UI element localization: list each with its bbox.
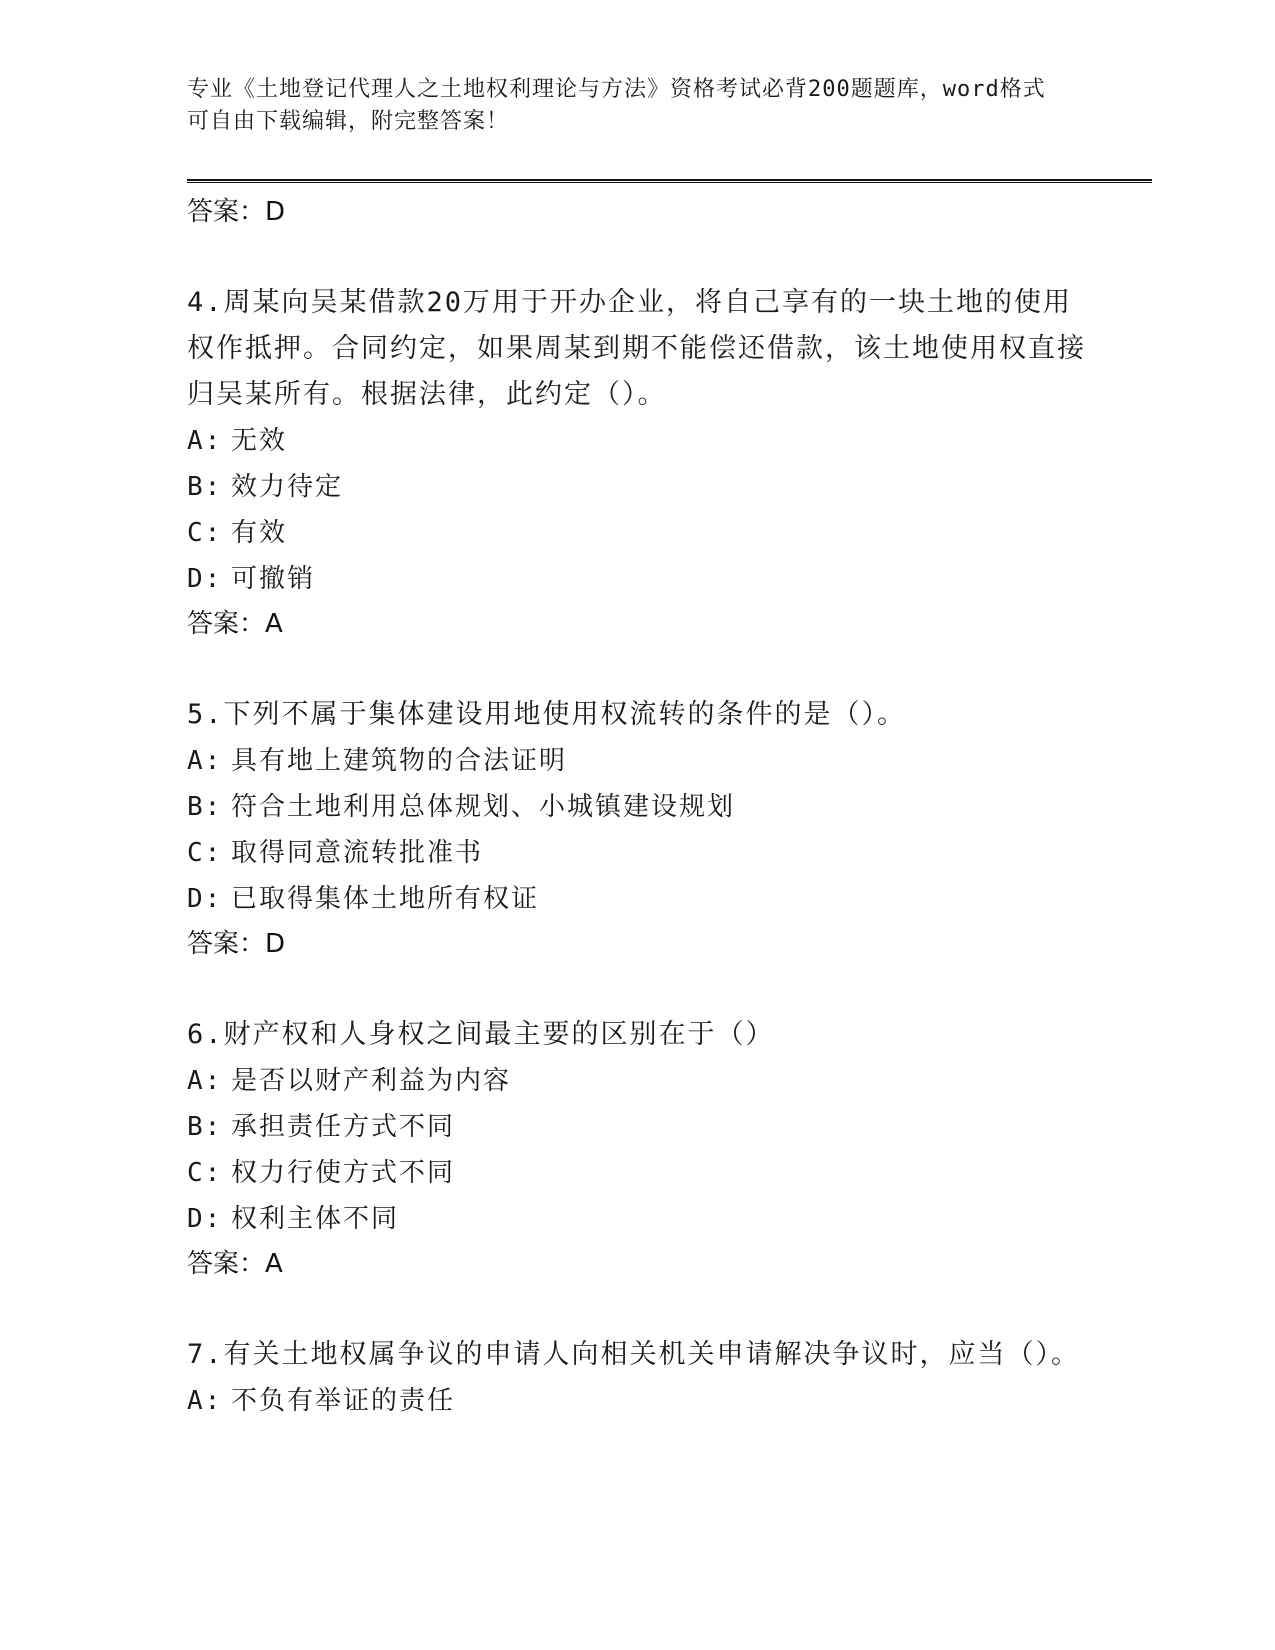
question-text: 6.财产权和人身权之间最主要的区别在于（） <box>187 1019 775 1050</box>
answer-line: 答案：A <box>187 1249 283 1279</box>
option-b: B: 效力待定 <box>187 472 344 502</box>
question-block <box>187 1332 1087 1424</box>
option-c: C: 权力行使方式不同 <box>187 1158 456 1188</box>
option-a: A: 是否以财产利益为内容 <box>187 1066 512 1096</box>
answer-line: 答案：D <box>187 929 286 959</box>
document-body <box>187 190 1087 1424</box>
option-b: B: 承担责任方式不同 <box>187 1112 456 1142</box>
question-block <box>187 1012 1087 1286</box>
option-d: D: 权利主体不同 <box>187 1204 400 1234</box>
question-text: 5.下列不属于集体建设用地使用权流转的条件的是（）。 <box>187 699 907 730</box>
question-block <box>187 692 1087 966</box>
option-a: A: 无效 <box>187 426 288 456</box>
option-d: D: 可撤销 <box>187 564 316 594</box>
header-divider <box>187 179 1152 183</box>
question-block <box>187 280 1087 646</box>
option-a: A: 具有地上建筑物的合法证明 <box>187 746 568 776</box>
answer-line: 答案：A <box>187 609 283 639</box>
option-d: D: 已取得集体土地所有权证 <box>187 884 540 914</box>
option-c: C: 取得同意流转批准书 <box>187 838 484 868</box>
option-c: C: 有效 <box>187 518 288 548</box>
page-header: 专业《土地登记代理人之土地权利理论与方法》资格考试必背200题题库，word格式可自由下载编辑，附完整答案！ <box>187 77 1046 134</box>
option-b: B: 符合土地利用总体规划、小城镇建设规划 <box>187 792 736 822</box>
option-a: A: 不负有举证的责任 <box>187 1386 456 1416</box>
answer-line: 答案：D <box>187 197 286 227</box>
question-text: 4.周某向吴某借款20万用于开办企业，将自己享有的一块土地的使用权作抵押。合同约定，如果周某到期不能偿还借款，该土地使用权直接归吴某所有。根据法律，此约定（）。 <box>187 287 1086 410</box>
question-text: 7.有关土地权属争议的申请人向相关机关申请解决争议时，应当（）。 <box>187 1339 1081 1370</box>
